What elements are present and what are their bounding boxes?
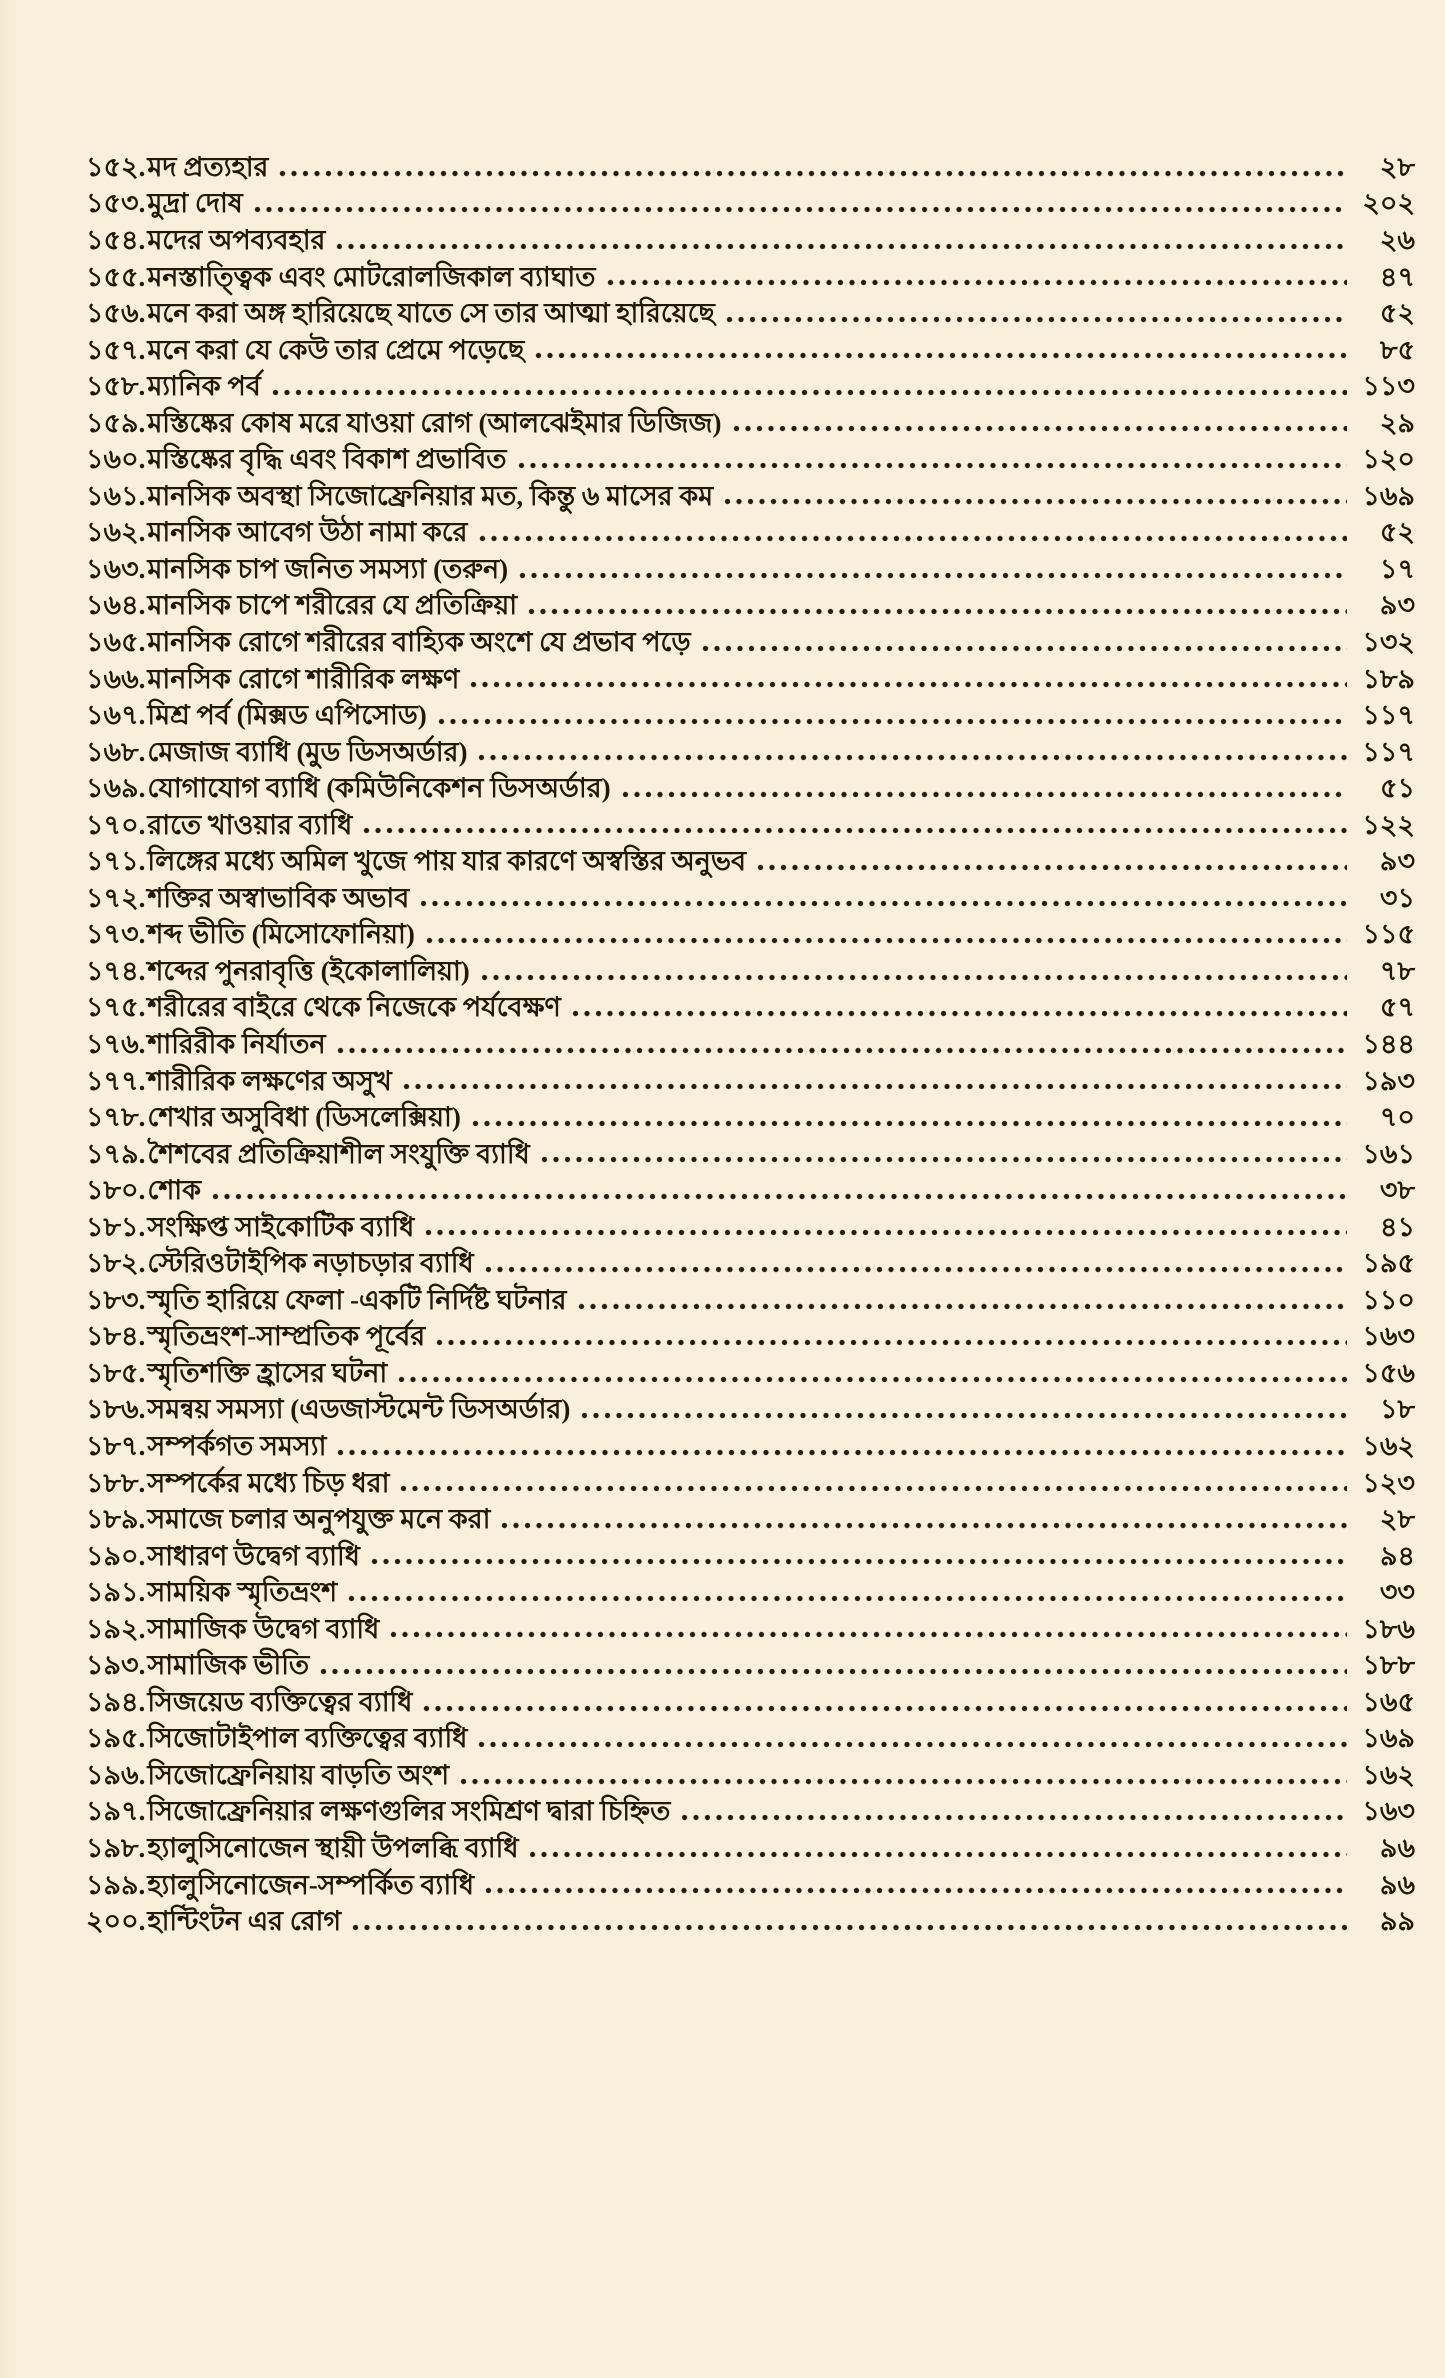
entry-title: শব্দ ভীতি (মিসোফোনিয়া) xyxy=(147,919,415,950)
entry-title: লিঙ্গের মধ্যে অমিল খুজে পায় যার কারণে অস্বস্তির অনুভব xyxy=(147,846,747,877)
entry-page: ৩১ xyxy=(1379,882,1415,913)
toc-row xyxy=(86,1718,1415,1755)
entry-page: ১৬১ xyxy=(1362,1138,1415,1169)
entry-number: ১৯৮. xyxy=(86,1833,146,1864)
entry-title: স্মৃতিভ্রংশ-সাম্প্রতিক পূর্বের xyxy=(147,1321,426,1352)
entry-page: ১৭ xyxy=(1379,553,1415,584)
dot-leader xyxy=(621,790,1347,799)
entry-number: ১৫৯. xyxy=(86,407,146,438)
entry-title: যোগাযোগ ব্যাধি (কমিউনিকেশন ডিসঅর্ডার) xyxy=(147,773,611,804)
toc-row xyxy=(86,1754,1415,1791)
entry-title: সাময়িক স্মৃতিভ্রংশ xyxy=(147,1577,338,1608)
toc-row xyxy=(86,402,1415,439)
toc-row xyxy=(86,840,1415,877)
entry-number: ১৬০. xyxy=(86,444,146,475)
entry-page: ১৪৪ xyxy=(1362,1028,1415,1059)
dot-leader xyxy=(534,351,1347,360)
toc-row xyxy=(86,950,1415,987)
entry-number: ১৬২. xyxy=(86,517,146,548)
entry-number: ১৯৩. xyxy=(86,1650,146,1681)
entry-number: ১৯৭. xyxy=(86,1796,146,1827)
toc-list xyxy=(86,146,1415,1937)
dot-leader xyxy=(424,1228,1347,1237)
entry-title: সিজয়েড ব্যক্তিত্বের ব্যাধি xyxy=(147,1686,413,1717)
entry-title: মানসিক রোগে শরীরের বাহ্যিক অংশে যে প্রভাব পড়ে xyxy=(147,626,691,657)
entry-title: সিজোটাইপাল ব্যক্তিত্বের ব্যাধি xyxy=(147,1723,468,1754)
entry-number: ১৮২. xyxy=(86,1248,146,1279)
toc-row xyxy=(86,475,1415,512)
entry-number: ১৯১. xyxy=(86,1577,146,1608)
entry-title: সিজোফ্রেনিয়ার লক্ষণগুলির সংমিশ্রণ দ্বারা চিহ্নিত xyxy=(147,1796,671,1827)
dot-leader xyxy=(484,1265,1347,1274)
entry-title: শৈশবের প্রতিক্রিয়াশীল সংযুক্তি ব্যাধি xyxy=(147,1138,530,1169)
entry-number: ১৭০. xyxy=(86,809,146,840)
entry-title: মুদ্রা দোষ xyxy=(147,188,243,219)
toc-row xyxy=(86,1681,1415,1718)
entry-page: ১৮৬ xyxy=(1362,1613,1415,1644)
entry-page: ৭০ xyxy=(1379,1102,1415,1133)
entry-number: ১৮১. xyxy=(86,1211,146,1242)
toc-row xyxy=(86,1571,1415,1608)
entry-title: ম্যানিক পর্ব xyxy=(147,371,261,402)
entry-title: হান্টিংটন এর রোগ xyxy=(147,1906,342,1937)
entry-page: ৯৩ xyxy=(1379,590,1415,621)
entry-title: সামাজিক উদ্বেগ ব্যাধি xyxy=(147,1613,380,1644)
entry-number: ১৯৯. xyxy=(86,1869,146,1900)
toc-row xyxy=(86,1498,1415,1535)
toc-row xyxy=(86,1279,1415,1316)
entry-page: ১৬২ xyxy=(1362,1759,1415,1790)
entry-number: ১৯২. xyxy=(86,1613,146,1644)
entry-page: ১৬৩ xyxy=(1362,1321,1415,1352)
toc-row xyxy=(86,329,1415,366)
toc-row xyxy=(86,219,1415,256)
toc-row xyxy=(86,1791,1415,1828)
entry-page: ১৬৫ xyxy=(1362,1686,1415,1717)
entry-page: ১৬৯ xyxy=(1362,480,1415,511)
toc-row xyxy=(86,438,1415,475)
toc-row xyxy=(86,183,1415,220)
entry-title: মদের অপব্যবহার xyxy=(147,224,326,255)
toc-row xyxy=(86,1425,1415,1462)
dot-leader xyxy=(471,1119,1347,1128)
entry-number: ১৭১. xyxy=(86,846,146,877)
toc-row xyxy=(86,1900,1415,1937)
dot-leader xyxy=(680,1813,1347,1822)
entry-page: ৯৬ xyxy=(1379,1869,1415,1900)
entry-number: ১৮৯. xyxy=(86,1504,146,1535)
entry-page: ১৮৯ xyxy=(1362,663,1415,694)
entry-number: ১৮৩. xyxy=(86,1284,146,1315)
entry-page: ২৮ xyxy=(1379,151,1415,182)
entry-number: ১৭৩. xyxy=(86,919,146,950)
dot-leader xyxy=(580,1411,1347,1420)
entry-page: ২৬ xyxy=(1379,224,1415,255)
toc-row xyxy=(86,1352,1415,1389)
entry-page: ৫১ xyxy=(1379,773,1415,804)
dot-leader xyxy=(422,1704,1347,1713)
entry-number: ১৭২. xyxy=(86,882,146,913)
entry-title: মস্তিষ্কের বৃদ্ধি এবং বিকাশ প্রভাবিত xyxy=(147,444,507,475)
entry-page: ৩৮ xyxy=(1379,1175,1415,1206)
entry-page: ৪১ xyxy=(1379,1211,1415,1242)
toc-row xyxy=(86,548,1415,585)
entry-number: ১৭৭. xyxy=(86,1065,146,1096)
entry-title: মানসিক চাপে শরীরের যে প্রতিক্রিয়া xyxy=(147,590,518,621)
toc-row xyxy=(86,694,1415,731)
entry-number: ১৭৯. xyxy=(86,1138,146,1169)
entry-title: সমন্বয় সমস্যা (এডজাস্টমেন্ট ডিসঅর্ডার) xyxy=(147,1394,571,1425)
toc-row xyxy=(86,1864,1415,1901)
entry-page: ৯৪ xyxy=(1379,1540,1415,1571)
entry-page: ১৯৫ xyxy=(1362,1248,1415,1279)
entry-number: ১৯৫. xyxy=(86,1723,146,1754)
entry-page: ৭৮ xyxy=(1379,955,1415,986)
entry-title: মদ প্রত্যহার xyxy=(147,151,269,182)
dot-leader xyxy=(477,1740,1347,1749)
entry-title: সম্পর্কগত সমস্যা xyxy=(147,1431,327,1461)
toc-row xyxy=(86,1023,1415,1060)
dot-leader xyxy=(335,242,1347,251)
dot-leader xyxy=(437,717,1347,726)
dot-leader xyxy=(701,644,1347,653)
dot-leader xyxy=(500,1521,1347,1530)
entry-title: সমাজে চলার অনুপযুক্ত মনে করা xyxy=(147,1504,491,1535)
entry-title: সম্পর্কের মধ্যে চিড় ধরা xyxy=(147,1467,390,1498)
entry-page: ১৬২ xyxy=(1362,1431,1415,1461)
toc-row xyxy=(86,511,1415,548)
entry-number: ১৯০. xyxy=(86,1540,146,1571)
entry-page: ১৮ xyxy=(1379,1394,1415,1425)
dot-leader xyxy=(362,826,1347,835)
dot-leader xyxy=(723,497,1347,506)
entry-title: মানসিক অবস্থা সিজোফ্রেনিয়ার মত, কিন্তু ৬ মাসের কম xyxy=(147,480,714,511)
entry-number: ১৫৭. xyxy=(86,334,146,365)
entry-number: ১৫৮. xyxy=(86,371,146,402)
entry-title: মনে করা অঙ্গ হারিয়েছে যাতে সে তার আত্মা হারিয়েছে xyxy=(147,298,715,329)
dot-leader xyxy=(347,1594,1347,1603)
entry-page: ৯৩ xyxy=(1379,846,1415,877)
entry-page: ৫৭ xyxy=(1379,992,1415,1023)
toc-row xyxy=(86,1242,1415,1279)
entry-number: ১৭৪. xyxy=(86,955,146,986)
toc-row xyxy=(86,877,1415,914)
entry-number: ১৭৬. xyxy=(86,1028,146,1059)
entry-page: ১৯৩ xyxy=(1362,1065,1415,1096)
entry-title: স্মৃতি হারিয়ে ফেলা -একটি নির্দিষ্ট ঘটনার xyxy=(147,1284,567,1315)
entry-title: মানসিক রোগে শারীরিক লক্ষণ xyxy=(147,663,460,694)
entry-number: ১৭৮. xyxy=(86,1102,146,1133)
entry-page: ১৮৮ xyxy=(1362,1650,1415,1681)
toc-row xyxy=(86,1608,1415,1645)
dot-leader xyxy=(756,863,1347,872)
entry-title: মস্তিষ্কের কোষ মরে যাওয়া রোগ (আলঝেইমার ডিজিজ) xyxy=(147,407,722,438)
entry-page: ৩৩ xyxy=(1379,1577,1415,1608)
toc-row xyxy=(86,804,1415,841)
entry-page: ৯৬ xyxy=(1379,1833,1415,1864)
entry-page: ৪৭ xyxy=(1379,261,1415,292)
entry-title: সাধারণ উদ্বেগ ব্যাধি xyxy=(147,1540,360,1571)
entry-title: শরীরের বাইরে থেকে নিজেকে পর্যবেক্ষণ xyxy=(147,992,561,1023)
dot-leader xyxy=(370,1557,1347,1566)
dot-leader xyxy=(425,936,1347,945)
dot-leader xyxy=(725,315,1347,324)
entry-page: ১১৭ xyxy=(1362,736,1415,767)
entry-title: শক্তির অস্বাভাবিক অভাব xyxy=(147,882,410,913)
dot-leader xyxy=(271,388,1347,397)
toc-row xyxy=(86,1644,1415,1681)
entry-title: রাতে খাওয়ার ব্যাধি xyxy=(147,809,353,840)
entry-number: ১৬১. xyxy=(86,480,146,511)
entry-title: শারীরিক লক্ষণের অসুখ xyxy=(147,1065,392,1096)
entry-page: ১২৩ xyxy=(1362,1467,1415,1498)
dot-leader xyxy=(397,1375,1347,1384)
entry-title: শারিরীক নির্যাতন xyxy=(147,1028,326,1059)
entry-number: ১৬৫. xyxy=(86,626,146,657)
toc-row xyxy=(86,731,1415,768)
entry-page: ২৯ xyxy=(1379,407,1415,438)
entry-title: হ্যালুসিনোজেন স্থায়ী উপলব্ধি ব্যাধি xyxy=(147,1833,519,1864)
entry-title: সিজোফ্রেনিয়ায় বাড়তি অংশ xyxy=(147,1759,450,1790)
dot-leader xyxy=(484,1886,1347,1895)
toc-row xyxy=(86,658,1415,695)
dot-leader xyxy=(540,1155,1347,1164)
entry-page: ১১৩ xyxy=(1362,371,1415,402)
dot-leader xyxy=(517,461,1347,470)
entry-number: ১৯৬. xyxy=(86,1759,146,1790)
entry-title: শোক xyxy=(147,1175,202,1206)
entry-number: ১৫৬. xyxy=(86,298,146,329)
dot-leader xyxy=(278,169,1347,178)
entry-page: ১৬৯ xyxy=(1362,1723,1415,1754)
dot-leader xyxy=(253,205,1347,214)
dot-leader xyxy=(336,1046,1347,1055)
entry-number: ১৫২. xyxy=(86,151,146,182)
entry-number: ১৮৭. xyxy=(86,1431,146,1461)
toc-row xyxy=(86,1827,1415,1864)
toc-row xyxy=(86,1535,1415,1572)
entry-title: মেজাজ ব্যাধি (মুড ডিসঅর্ডার) xyxy=(147,736,468,767)
entry-number: ১৮৬. xyxy=(86,1394,146,1425)
toc-row xyxy=(86,1316,1415,1353)
dot-leader xyxy=(389,1630,1347,1639)
dot-leader xyxy=(571,1009,1347,1018)
entry-page: ১১৭ xyxy=(1362,700,1415,731)
entry-page: ১২২ xyxy=(1362,809,1415,840)
toc-row xyxy=(86,987,1415,1024)
entry-page: ৯৯ xyxy=(1379,1906,1415,1937)
entry-number: ১৬৭. xyxy=(86,700,146,731)
entry-title: সংক্ষিপ্ত সাইকোটিক ব্যাধি xyxy=(147,1211,415,1242)
dot-leader xyxy=(402,1082,1347,1091)
entry-number: ১৬৬. xyxy=(86,663,146,694)
dot-leader xyxy=(577,1302,1347,1311)
dot-leader xyxy=(606,278,1348,287)
entry-title: মানসিক আবেগ উঠা নামা করে xyxy=(147,517,468,548)
toc-row xyxy=(86,1206,1415,1243)
dot-leader xyxy=(528,1850,1347,1859)
entry-title: স্মৃতিশক্তি হ্রাসের ঘটনা xyxy=(147,1357,388,1388)
entry-number: ১৫৪. xyxy=(86,224,146,255)
entry-title: শেখার অসুবিধা (ডিসলেক্সিয়া) xyxy=(147,1102,461,1133)
toc-row xyxy=(86,913,1415,950)
entry-title: মনস্তাত্ত্বিক এবং মোটরোলজিকাল ব্যাঘাত xyxy=(147,261,596,292)
dot-leader xyxy=(435,1338,1347,1347)
entry-page: ৮৫ xyxy=(1379,334,1415,365)
entry-title: হ্যালুসিনোজেন-সম্পর্কিত ব্যাধি xyxy=(147,1869,475,1900)
toc-row xyxy=(86,1060,1415,1097)
entry-title: স্টেরিওটাইপিক নড়াচড়ার ব্যাধি xyxy=(147,1248,474,1279)
dot-leader xyxy=(732,424,1348,433)
entry-page: ৫২ xyxy=(1379,517,1415,548)
toc-row xyxy=(86,1389,1415,1426)
dot-leader xyxy=(478,534,1348,543)
entry-number: ২০০. xyxy=(86,1906,146,1937)
toc-row xyxy=(86,256,1415,293)
toc-row xyxy=(86,292,1415,329)
dot-leader xyxy=(469,680,1347,689)
entry-number: ১৯৪. xyxy=(86,1686,146,1717)
toc-row xyxy=(86,621,1415,658)
toc-row xyxy=(86,146,1415,183)
toc-row xyxy=(86,1169,1415,1206)
dot-leader xyxy=(527,607,1347,616)
entry-page: ২০২ xyxy=(1362,188,1415,219)
entry-title: শব্দের পুনরাবৃত্তি (ইকোলালিয়া) xyxy=(147,955,470,986)
entry-page: ১৩২ xyxy=(1362,626,1415,657)
dot-leader xyxy=(518,571,1347,580)
dot-leader xyxy=(419,899,1347,908)
entry-number: ১৮০. xyxy=(86,1175,146,1206)
entry-page: ১১৫ xyxy=(1362,919,1415,950)
entry-page: ১২০ xyxy=(1362,444,1415,475)
dot-leader xyxy=(211,1192,1347,1201)
entry-number: ১৬৪. xyxy=(86,590,146,621)
entry-title: সামাজিক ভীতি xyxy=(147,1650,310,1681)
entry-title: মানসিক চাপ জনিত সমস্যা (তরুন) xyxy=(147,553,509,584)
entry-number: ১৬৯. xyxy=(86,773,146,804)
dot-leader xyxy=(351,1923,1347,1932)
entry-number: ১৬৩. xyxy=(86,553,146,584)
entry-page: ৫২ xyxy=(1379,298,1415,329)
dot-leader xyxy=(459,1777,1347,1786)
dot-leader xyxy=(319,1667,1347,1676)
dot-leader xyxy=(336,1448,1347,1457)
entry-page: ১৬৩ xyxy=(1362,1796,1415,1827)
entry-page: ১৫৬ xyxy=(1362,1357,1415,1388)
entry-page: ২৮ xyxy=(1379,1504,1415,1535)
toc-row xyxy=(86,1462,1415,1499)
toc-row xyxy=(86,365,1415,402)
entry-number: ১৮৪. xyxy=(86,1321,146,1352)
entry-number: ১৫৫. xyxy=(86,261,146,292)
entry-title: মিশ্র পর্ব (মিক্সড এপিসোড) xyxy=(147,700,427,731)
dot-leader xyxy=(480,973,1347,982)
dot-leader xyxy=(399,1484,1347,1493)
toc-row xyxy=(86,1096,1415,1133)
dot-leader xyxy=(477,753,1347,762)
toc-row xyxy=(86,767,1415,804)
entry-number: ১৮৮. xyxy=(86,1467,146,1498)
entry-number: ১৮৫. xyxy=(86,1357,146,1388)
entry-number: ১৬৮. xyxy=(86,736,146,767)
toc-row xyxy=(86,585,1415,622)
entry-title: মনে করা যে কেউ তার প্রেমে পড়েছে xyxy=(147,334,525,365)
toc-row xyxy=(86,1133,1415,1170)
entry-page: ১১০ xyxy=(1362,1284,1415,1315)
entry-number: ১৭৫. xyxy=(86,992,146,1023)
entry-number: ১৫৩. xyxy=(86,188,146,219)
